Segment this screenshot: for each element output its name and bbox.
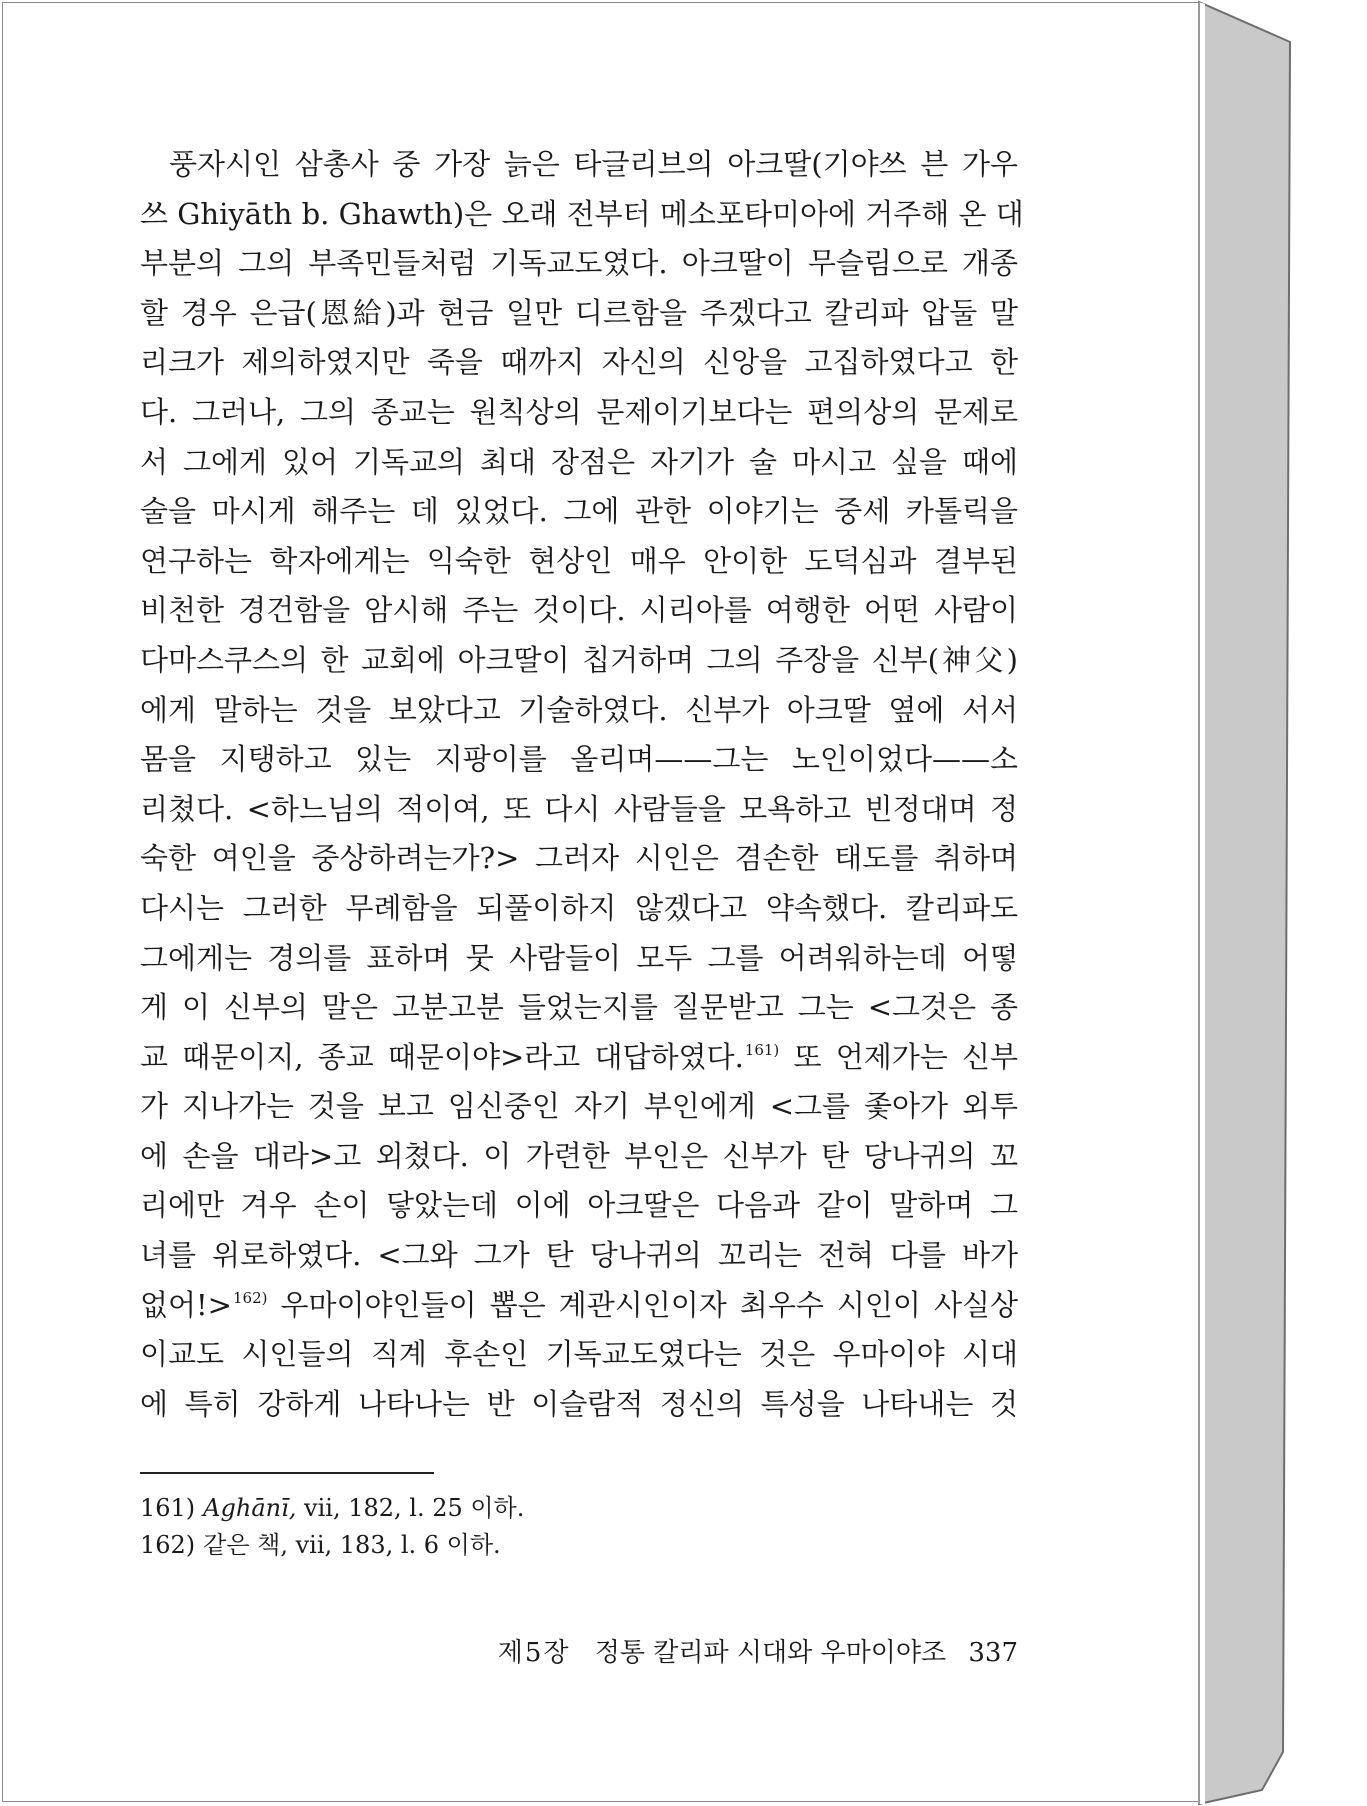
body-line: 숙한 여인을 중상하려는가?> 그러자 시인은 겸손한 태도를 취하며 — [140, 841, 1018, 876]
body-line: 서 그에게 있어 기독교의 최대 장점은 자기가 술 마시고 싶을 때에 — [140, 444, 1018, 479]
body-line: 가 지나가는 것을 보고 임신중인 자기 부인에게 <그를 좇아가 외투 — [140, 1089, 1018, 1124]
body-line: 몸을 지탱하고 있는 지팡이를 올리며——그는 노인이었다——소 — [140, 742, 1018, 777]
body-line: 할 경우 은급(恩給)과 현금 일만 디르함을 주겠다고 칼리파 압둘 말 — [140, 295, 1018, 330]
body-line: 리크가 제의하였지만 죽을 때까지 자신의 신앙을 고집하였다고 한 — [140, 345, 1018, 380]
page-number: 337 — [968, 1638, 1018, 1668]
line-text: 교 때문이지, 종교 때문이야>라고 대답하였다. — [140, 1039, 744, 1074]
footnote-text: vii, 182, l. 25 이하. — [296, 1494, 525, 1522]
body-line: 에게 말하는 것을 보았다고 기술하였다. 신부가 아크딸 옆에 서서 — [140, 692, 1018, 727]
body-line: 에 손을 대라>고 외쳤다. 이 가련한 부인은 신부가 탄 당나귀의 꼬 — [140, 1138, 1018, 1173]
body-line: 쓰 Ghiyāth b. Ghawth)은 오래 전부터 메소포타미아에 거주해 온 대 — [140, 196, 1024, 231]
line-text: 없어!> — [140, 1287, 232, 1322]
body-line: 다시는 그러한 무례함을 되풀이하지 않겠다고 약속했다. 칼리파도 — [140, 890, 1018, 925]
footer-title: 정통 칼리파 시대와 우마이야조 — [594, 1638, 947, 1668]
footnote-divider — [140, 1472, 434, 1474]
footnote-161 — [140, 1490, 524, 1527]
body-line: 그에게는 경의를 표하며 뭇 사람들이 모두 그를 어려워하는데 어떻 — [140, 940, 1018, 975]
body-line: 연구하는 학자에게는 익숙한 현상인 매우 안이한 도덕심과 결부된 — [140, 543, 1018, 578]
body-line: 리에만 겨우 손이 닿았는데 이에 아크딸은 다음과 같이 말하며 그 — [140, 1188, 1018, 1223]
body-line: 녀를 위로하였다. <그와 그가 탄 당나귀의 꼬리는 전혀 다를 바가 — [140, 1238, 1018, 1273]
footnote-number: 161) — [140, 1494, 196, 1522]
footnote-source-title: Aghānī, — [203, 1494, 297, 1522]
footnote-ref-162: 162) — [232, 1288, 268, 1307]
body-paragraph — [140, 140, 1024, 1429]
body-line: 이교도 시인들의 직계 후손인 기독교도였다는 것은 우마이야 시대 — [140, 1337, 1018, 1372]
body-line: 부분의 그의 부족민들처럼 기독교도였다. 아크딸이 무슬림으로 개종 — [140, 246, 1018, 281]
body-line: 게 이 신부의 말은 고분고분 들었는지를 질문받고 그는 <그것은 종 — [140, 990, 1018, 1025]
body-line-with-footnote — [140, 1281, 1018, 1331]
body-line: 풍자시인 삼총사 중 가장 늙은 타글리브의 아크딸(기야쓰 븐 가우 — [169, 147, 1018, 181]
body-line-with-footnote — [140, 1033, 1018, 1083]
footer-chapter: 제5장 — [497, 1638, 571, 1668]
line-text: 우마이야인들이 뽑은 계관시인이자 최우수 시인이 사실상 — [267, 1287, 1018, 1322]
body-line: 다마스쿠스의 한 교회에 아크딸이 칩거하며 그의 주장을 신부(神父) — [140, 642, 1018, 677]
body-line: 비천한 경건함을 암시해 주는 것이다. 시리아를 여행한 어떤 사람이 — [140, 593, 1018, 628]
footnotes — [140, 1490, 524, 1564]
body-line: 다. 그러나, 그의 종교는 원칙상의 문제이기보다는 편의상의 문제로 — [140, 394, 1018, 429]
footnote-162 — [140, 1527, 524, 1564]
body-line: 에 특히 강하게 나타나는 반 이슬람적 정신의 특성을 나타내는 것 — [140, 1386, 1018, 1421]
body-line: 리쳤다. <하느님의 적이여, 또 다시 사람들을 모욕하고 빈정대며 정 — [140, 791, 1018, 826]
running-footer — [478, 1632, 1018, 1669]
line-text: 또 언제가는 신부 — [779, 1039, 1018, 1074]
footnote-text: 같은 책, vii, 183, l. 6 이하. — [203, 1531, 501, 1559]
body-line: 술을 마시게 해주는 데 있었다. 그에 관한 이야기는 중세 카톨릭을 — [140, 494, 1018, 529]
footnote-ref-161: 161) — [744, 1040, 780, 1059]
footnote-number: 162) — [140, 1531, 196, 1559]
